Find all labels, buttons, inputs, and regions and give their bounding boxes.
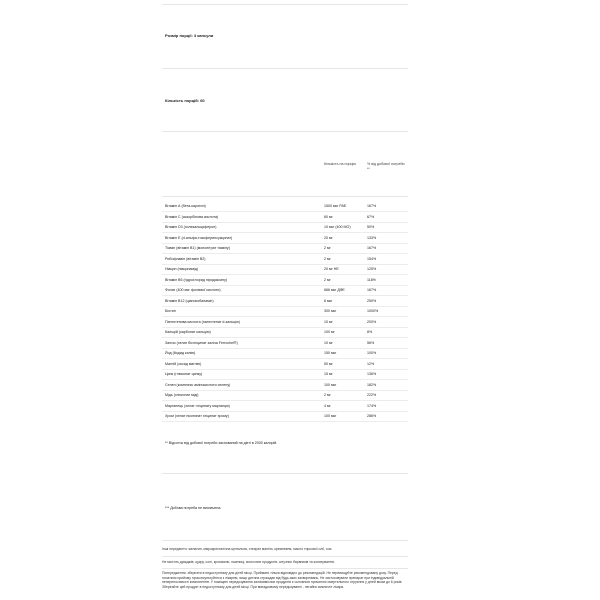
table-row bbox=[162, 307, 408, 317]
nutrient-amount: 2 мг bbox=[324, 246, 331, 250]
nutrient-amount: 4 мг bbox=[324, 403, 331, 408]
nutrient-amount: 50 мг bbox=[324, 361, 333, 366]
nutrient-dv: 154% bbox=[367, 256, 377, 261]
divider bbox=[162, 68, 408, 69]
nutrient-name: Рибофлавін (вітамін В2) bbox=[165, 256, 206, 261]
table-row bbox=[162, 412, 408, 422]
nutrient-dv: 56% bbox=[367, 340, 375, 345]
nutrient-name: Фолат (400 мкг фолієвої кислоти) bbox=[165, 288, 221, 292]
table-row bbox=[162, 265, 408, 275]
nutrient-amount: 1500 мкг РАЕ bbox=[324, 204, 347, 208]
footnote-daily-value: ** Відсоток від добової потреби заснований на дієті в 2000 калорій. bbox=[165, 441, 278, 445]
nutrient-dv: 50% bbox=[367, 225, 375, 229]
nutrient-amount: 6 мкг bbox=[324, 298, 333, 303]
divider bbox=[162, 568, 408, 569]
nutrient-name: Біотин bbox=[165, 309, 176, 313]
nutrient-dv: 67% bbox=[367, 214, 375, 219]
header-amount: Кількість на порцію bbox=[324, 162, 357, 166]
nutrient-name: Селен (комплекс амінокислоти селену) bbox=[165, 382, 231, 387]
row-divider bbox=[162, 421, 408, 422]
nutrient-name: Кальцій (карбонат кальцію) bbox=[165, 330, 211, 334]
nutrient-amount: 100 мкг bbox=[324, 414, 337, 418]
footnote-no-daily-value: *** Добова потреба не визначена. bbox=[165, 506, 222, 510]
nutrient-dv: 125% bbox=[367, 267, 377, 271]
divider bbox=[162, 131, 408, 132]
nutrient-dv: 167% bbox=[367, 246, 377, 250]
nutrient-name: Залізо (хелат бісгліцинат заліза Ferrochel®) bbox=[165, 340, 238, 345]
nutrient-amount: 60 мг bbox=[324, 214, 333, 219]
nutrient-name: Цинк (глюконат цинку) bbox=[165, 372, 203, 376]
nutrient-dv: 118% bbox=[367, 277, 376, 282]
table-row bbox=[162, 244, 408, 254]
nutrient-name: Пантотенова кислота (пантотенат d-кальцію) bbox=[165, 319, 240, 324]
nutrient-dv: 12% bbox=[367, 361, 375, 366]
nutrient-name: Хром (хелат нікотинат гліцинат хрому) bbox=[165, 414, 229, 418]
nutrient-amount: 20 мг НЕ bbox=[324, 267, 339, 271]
nutrient-amount: 10 мг bbox=[324, 319, 333, 324]
nutrient-amount: 20 мг bbox=[324, 235, 333, 240]
nutrient-amount: 666 мкг ДФЕ bbox=[324, 288, 345, 292]
nutrient-amount: 100 мкг bbox=[324, 382, 337, 387]
nutrient-dv: 167% bbox=[367, 288, 377, 292]
nutrient-dv: 222% bbox=[367, 393, 377, 397]
nutrient-dv: 200% bbox=[367, 319, 377, 324]
divider bbox=[162, 4, 408, 5]
nutrient-name: Магній (оксид магнію) bbox=[165, 361, 202, 366]
table-row bbox=[162, 391, 408, 401]
nutrient-amount: 300 мкг bbox=[324, 309, 337, 313]
nutrient-dv: 8% bbox=[367, 330, 373, 334]
nutrient-name: Вітамін D3 (холекальциферол) bbox=[165, 225, 217, 229]
nutrient-name: Вітамін В6 (гідрохлорид піридоксину) bbox=[165, 277, 228, 282]
header-dv: % від добової потреби ** bbox=[367, 162, 405, 171]
table-row bbox=[162, 202, 408, 212]
table-row bbox=[162, 402, 408, 412]
nutrient-name: Вітамін А (бета-каротин) bbox=[165, 204, 206, 208]
nutrient-name: Тіамін (вітамін В1) (мононітрат тіаміну) bbox=[165, 246, 230, 250]
contains-no: Не містить дріжджів, цукру, солі, крохмалю, пшениці, молочних продуктів, штучних барвників та консервантів. bbox=[162, 560, 335, 564]
divider bbox=[162, 556, 408, 557]
table-header-divider bbox=[162, 196, 408, 197]
serving-size: Розмір порції: 3 капсули bbox=[165, 33, 214, 38]
nutrient-amount: 2 мг bbox=[324, 256, 331, 261]
other-ingredients: Інші інгредієнти: желатин, мікрокристалічна целюлоза, стеарат магнію, кремнезем, масло тирсової олії, соя. bbox=[162, 547, 333, 551]
table-row bbox=[162, 255, 408, 265]
table-row bbox=[162, 297, 408, 307]
table-row bbox=[162, 223, 408, 233]
nutrient-dv: 133% bbox=[367, 235, 377, 240]
nutrient-amount: 15 мг bbox=[324, 372, 333, 376]
nutrient-name: Ніацин (ніацинамід) bbox=[165, 267, 199, 271]
nutrient-dv: 182% bbox=[367, 382, 377, 387]
nutrient-name: Йод (йодид калію) bbox=[165, 351, 196, 355]
nutrient-name: Мідь (глюконат міді) bbox=[165, 393, 199, 397]
table-row bbox=[162, 318, 408, 328]
table-row bbox=[162, 381, 408, 391]
nutrient-amount: 150 мкг bbox=[324, 351, 337, 355]
nutrient-dv: 250% bbox=[367, 298, 377, 303]
table-row bbox=[162, 349, 408, 359]
table-row bbox=[162, 328, 408, 338]
servings-per-container: Кількість порцій: 60 bbox=[165, 98, 205, 103]
nutrient-amount: 10 мкг (400 МО) bbox=[324, 225, 351, 229]
table-row bbox=[162, 234, 408, 244]
warning-text: Попередження: зберігати в недоступному для дітей місці. Приймати тільки відповідно до рекомендацій. Не перевищуйте рекомендовану дозу. Перед початком прийому проконсультуйтеся з лікарем, якщо дитина страждає від будь-яких захворювань. Не застосовувати препарат при індивідуальній непереносимості компонентів. У поміщені передозування залізовмісних продуктів є основною причиною смертельного отруєння у дітей віком до 6 років. Зберігайте цей продукт в недоступному для дітей місці. При випадковому передозуванні - негайно викличте лікаря. bbox=[162, 571, 403, 589]
nutrient-dv: 100% bbox=[367, 351, 377, 355]
nutrient-amount: 10 мг bbox=[324, 340, 333, 345]
nutrient-dv: 167% bbox=[367, 204, 377, 208]
supplement-facts bbox=[162, 0, 408, 600]
nutrient-amount: 2 мг bbox=[324, 277, 331, 282]
nutrient-dv: 1000% bbox=[367, 309, 379, 313]
table-row bbox=[162, 276, 408, 286]
nutrient-amount: 2 мг bbox=[324, 393, 331, 397]
nutrient-dv: 136% bbox=[367, 372, 377, 376]
nutrient-name: Вітамін С (аскорбінова кислота) bbox=[165, 214, 219, 219]
nutrient-name: Марганець (хелат гліцинату марганцю) bbox=[165, 403, 230, 408]
divider bbox=[162, 473, 408, 474]
nutrient-dv: 174% bbox=[367, 403, 377, 408]
table-row bbox=[162, 286, 408, 296]
table-row bbox=[162, 339, 408, 349]
nutrient-dv: 286% bbox=[367, 414, 377, 418]
nutrient-amount: 100 мг bbox=[324, 330, 335, 334]
nutrient-name: Вітамін Е (d-альфа-токоферилсукцинат) bbox=[165, 235, 233, 240]
table-row bbox=[162, 360, 408, 370]
divider bbox=[162, 540, 408, 541]
table-row bbox=[162, 370, 408, 380]
nutrient-name: Вітамін В12 (ціанокобаламін) bbox=[165, 298, 214, 303]
table-row bbox=[162, 213, 408, 223]
